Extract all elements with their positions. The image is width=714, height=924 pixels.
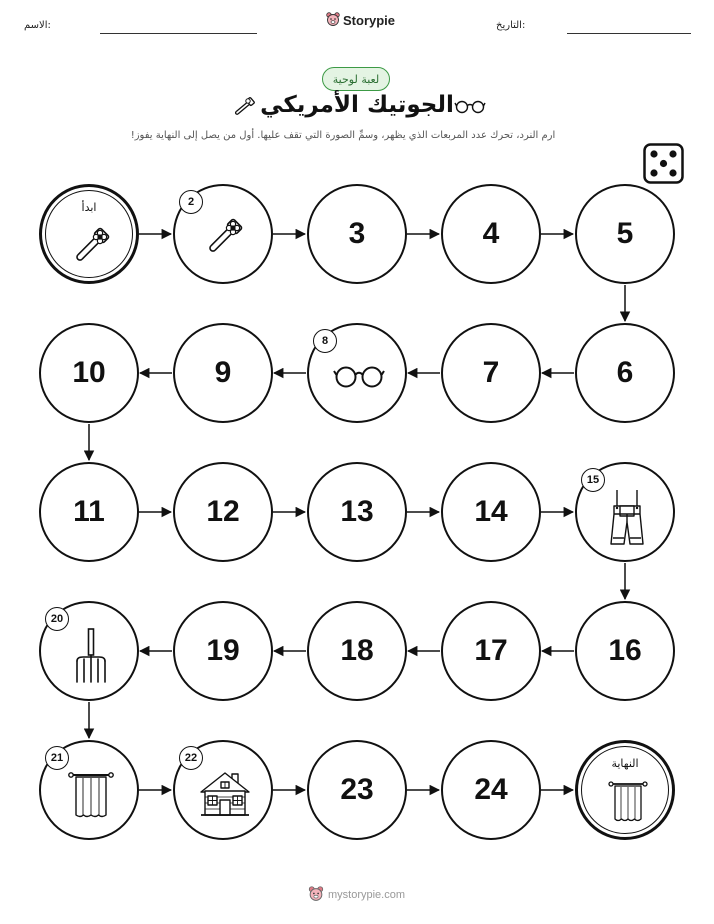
cell-number: 4 bbox=[482, 217, 500, 250]
cell-9[interactable] bbox=[173, 323, 273, 423]
cell-number: 14 bbox=[474, 495, 508, 528]
cell-number: 3 bbox=[348, 217, 366, 250]
bear-icon bbox=[308, 886, 324, 903]
cell-number-badge: 21 bbox=[45, 746, 69, 770]
safety-pin-icon bbox=[202, 213, 248, 259]
house-icon bbox=[199, 770, 251, 818]
cell-number: 19 bbox=[206, 634, 240, 667]
board-game-badge: لعبة لوحية bbox=[322, 67, 390, 91]
pitchfork-icon bbox=[71, 627, 111, 685]
cell-number-badge: 15 bbox=[581, 468, 605, 492]
cell-15[interactable] bbox=[575, 462, 675, 562]
cell-20[interactable] bbox=[39, 601, 139, 701]
cell-number: 10 bbox=[72, 356, 106, 389]
cell-number: 7 bbox=[482, 356, 500, 389]
cell-3[interactable] bbox=[307, 184, 407, 284]
cell-24[interactable] bbox=[441, 740, 541, 840]
cell-number: 17 bbox=[474, 634, 508, 667]
cell-2[interactable] bbox=[173, 184, 273, 284]
cell-21[interactable] bbox=[39, 740, 139, 840]
cell-number-badge: 20 bbox=[45, 607, 69, 631]
cell-number: 24 bbox=[474, 773, 508, 806]
glasses-icon bbox=[333, 361, 385, 391]
name-label: الاسم: bbox=[24, 20, 51, 31]
curtain-icon bbox=[68, 769, 114, 821]
cell-number: 6 bbox=[616, 356, 634, 389]
cell-6[interactable] bbox=[575, 323, 675, 423]
footer-url[interactable]: mystorypie.com bbox=[328, 888, 406, 901]
cell-5[interactable] bbox=[575, 184, 675, 284]
date-label: التاريخ: bbox=[496, 20, 526, 31]
cell-number: 13 bbox=[340, 495, 374, 528]
cell-7[interactable] bbox=[441, 323, 541, 423]
end-label: النهاية bbox=[611, 757, 639, 770]
curtain-icon bbox=[608, 779, 648, 825]
cell-number: 9 bbox=[214, 356, 232, 389]
cell-10[interactable] bbox=[39, 323, 139, 423]
safety-pin-icon bbox=[69, 222, 115, 268]
start-label: ابدأ bbox=[81, 201, 97, 214]
cell-23[interactable] bbox=[307, 740, 407, 840]
cell-16[interactable] bbox=[575, 601, 675, 701]
cell-8[interactable] bbox=[307, 323, 407, 423]
start-cell[interactable] bbox=[39, 184, 139, 284]
cell-11[interactable] bbox=[39, 462, 139, 562]
cell-number: 12 bbox=[206, 495, 240, 528]
cell-17[interactable] bbox=[441, 601, 541, 701]
cell-number-badge: 2 bbox=[179, 190, 203, 214]
page-title: الجوتيك الأمريكي bbox=[260, 92, 454, 118]
cell-4[interactable] bbox=[441, 184, 541, 284]
cell-number: 23 bbox=[340, 773, 374, 806]
cell-18[interactable] bbox=[307, 601, 407, 701]
cell-19[interactable] bbox=[173, 601, 273, 701]
overalls-icon bbox=[605, 488, 649, 546]
cell-13[interactable] bbox=[307, 462, 407, 562]
cell-number: 11 bbox=[73, 495, 105, 528]
cell-number: 16 bbox=[608, 634, 642, 667]
cell-number: 18 bbox=[340, 634, 374, 667]
instructions: ارم النرد، تحرك عدد المربعات الذي يظهر، وسمِّ الصورة التي تقف عليها. أول من يصل إلى النهاية يفوز! bbox=[130, 130, 556, 141]
cell-12[interactable] bbox=[173, 462, 273, 562]
brand-name: Storypie bbox=[343, 12, 396, 28]
cell-number-badge: 8 bbox=[313, 329, 337, 353]
end-cell[interactable] bbox=[575, 740, 675, 840]
cell-number: 5 bbox=[616, 217, 634, 250]
cell-14[interactable] bbox=[441, 462, 541, 562]
footer bbox=[308, 886, 405, 903]
cell-22[interactable] bbox=[173, 740, 273, 840]
cell-number-badge: 22 bbox=[179, 746, 203, 770]
